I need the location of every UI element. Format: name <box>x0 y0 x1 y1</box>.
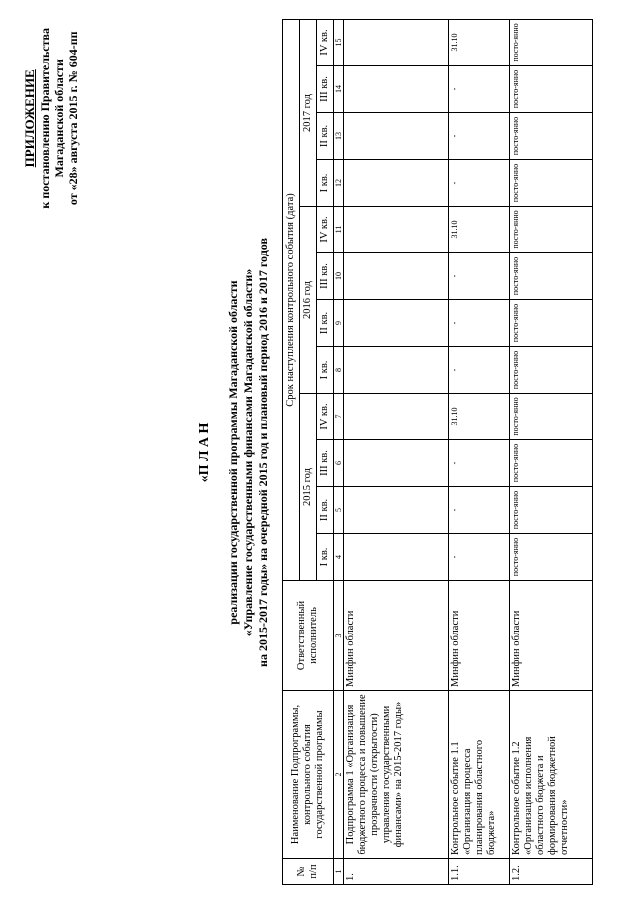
column-number: 11 <box>334 207 344 253</box>
quarter-cell: - <box>449 66 510 113</box>
column-number: 1 <box>334 859 344 885</box>
plan-table <box>282 19 593 885</box>
quarter-cell <box>344 113 449 160</box>
row-number: 1.1. <box>449 859 510 885</box>
header-name: Наименование Подпрограммы, контрольного события государственной программы <box>283 691 334 859</box>
header-quarter: IV кв. <box>317 20 334 66</box>
row-executor: Минфин области <box>449 581 510 691</box>
row-name: Подпрограмма 1 «Организация бюджетного процесса и повышение прозрачности (открытости) управления государственными финансами» на 2015-2017 годы» <box>344 691 449 859</box>
header-quarter: I кв. <box>317 347 334 394</box>
header-row <box>283 20 300 885</box>
quarter-cell: 31.10 <box>449 20 510 66</box>
quarter-cell: посто-янно <box>510 20 593 66</box>
rotated-page <box>20 20 620 885</box>
header-executor: Ответственный исполнитель <box>283 581 334 691</box>
appendix-line: к постановлению Правительства <box>37 28 52 209</box>
header-quarter: II кв. <box>317 487 334 534</box>
column-number: 12 <box>334 160 344 207</box>
quarter-cell: - <box>449 487 510 534</box>
header-year: 2016 год <box>300 207 317 394</box>
quarter-cell <box>344 394 449 440</box>
header-quarter: IV кв. <box>317 394 334 440</box>
quarter-cell: посто-янно <box>510 66 593 113</box>
quarter-cell <box>344 487 449 534</box>
quarter-cell <box>344 440 449 487</box>
header-quarter: III кв. <box>317 440 334 487</box>
appendix-title: ПРИЛОЖЕНИЕ <box>22 69 37 168</box>
quarter-cell: - <box>449 300 510 347</box>
table-row <box>449 20 510 885</box>
column-number: 7 <box>334 394 344 440</box>
quarter-cell: посто-янно <box>510 160 593 207</box>
column-number: 8 <box>334 347 344 394</box>
quarter-cell: посто-янно <box>510 253 593 300</box>
appendix-line: Магаданской области <box>51 59 66 178</box>
header-deadline: Срок наступления контрольного события (дата) <box>283 20 300 581</box>
header-quarter: I кв. <box>317 160 334 207</box>
header-quarter: IV кв. <box>317 207 334 253</box>
plan-title-line: «Управление государственными финансами Магаданской области» <box>240 268 255 637</box>
header-num: № п/п <box>283 859 334 885</box>
column-number: 13 <box>334 113 344 160</box>
column-number: 3 <box>334 581 344 691</box>
row-executor: Минфин области <box>510 581 593 691</box>
column-number: 4 <box>334 534 344 581</box>
quarter-cell <box>344 347 449 394</box>
column-number: 14 <box>334 66 344 113</box>
plan-title-line: реализации государственной программы Магаданской области <box>225 280 240 625</box>
quarter-cell: посто-янно <box>510 207 593 253</box>
quarter-cell: посто-янно <box>510 347 593 394</box>
header-quarter: III кв. <box>317 253 334 300</box>
row-name: Контрольное событие 1.2 «Организация исполнения областного бюджета и формирования бюджетной отчетности» <box>510 691 593 859</box>
header-quarter: III кв. <box>317 66 334 113</box>
plan-title-line: на 2015-2017 годы» на очередной 2015 год и плановый период 2016 и 2017 годов <box>255 238 270 667</box>
quarter-cell <box>344 160 449 207</box>
row-name: Контрольное событие 1.1 «Организация процесса планирования областного бюджета» <box>449 691 510 859</box>
quarter-cell: посто-янно <box>510 394 593 440</box>
quarter-cell: - <box>449 347 510 394</box>
column-number: 15 <box>334 20 344 66</box>
header-year: 2017 год <box>300 20 317 207</box>
quarter-cell: посто-янно <box>510 113 593 160</box>
header-quarter: II кв. <box>317 113 334 160</box>
quarter-cell: посто-янно <box>510 300 593 347</box>
quarter-cell <box>344 253 449 300</box>
quarter-cell: - <box>449 113 510 160</box>
quarter-cell: 31.10 <box>449 207 510 253</box>
quarter-cell: 31.10 <box>449 394 510 440</box>
quarter-cell <box>344 207 449 253</box>
quarter-cell: посто-янно <box>510 440 593 487</box>
column-number: 2 <box>334 691 344 859</box>
column-number: 6 <box>334 440 344 487</box>
column-number-row <box>334 20 344 885</box>
quarter-cell: посто-янно <box>510 487 593 534</box>
quarter-cell <box>344 300 449 347</box>
column-number: 9 <box>334 300 344 347</box>
table-row <box>510 20 593 885</box>
quarter-cell: - <box>449 440 510 487</box>
appendix-block <box>22 28 81 209</box>
header-quarter: II кв. <box>317 300 334 347</box>
plan-heading: «П Л А Н <box>197 422 212 483</box>
quarter-cell: посто-янно <box>510 534 593 581</box>
quarter-cell: - <box>449 253 510 300</box>
row-executor: Минфин области <box>344 581 449 691</box>
header-year: 2015 год <box>300 394 317 581</box>
quarter-cell <box>344 66 449 113</box>
quarter-cell <box>344 20 449 66</box>
column-number: 5 <box>334 487 344 534</box>
row-number: 1. <box>344 859 449 885</box>
row-number: 1.2. <box>510 859 593 885</box>
header-quarter: I кв. <box>317 534 334 581</box>
column-number: 10 <box>334 253 344 300</box>
plan-title-block <box>196 20 271 885</box>
quarter-cell <box>344 534 449 581</box>
quarter-cell: - <box>449 534 510 581</box>
appendix-line: от «28» августа 2015 г. № 604-пп <box>66 31 81 206</box>
table-row <box>344 20 449 885</box>
quarter-cell: - <box>449 160 510 207</box>
